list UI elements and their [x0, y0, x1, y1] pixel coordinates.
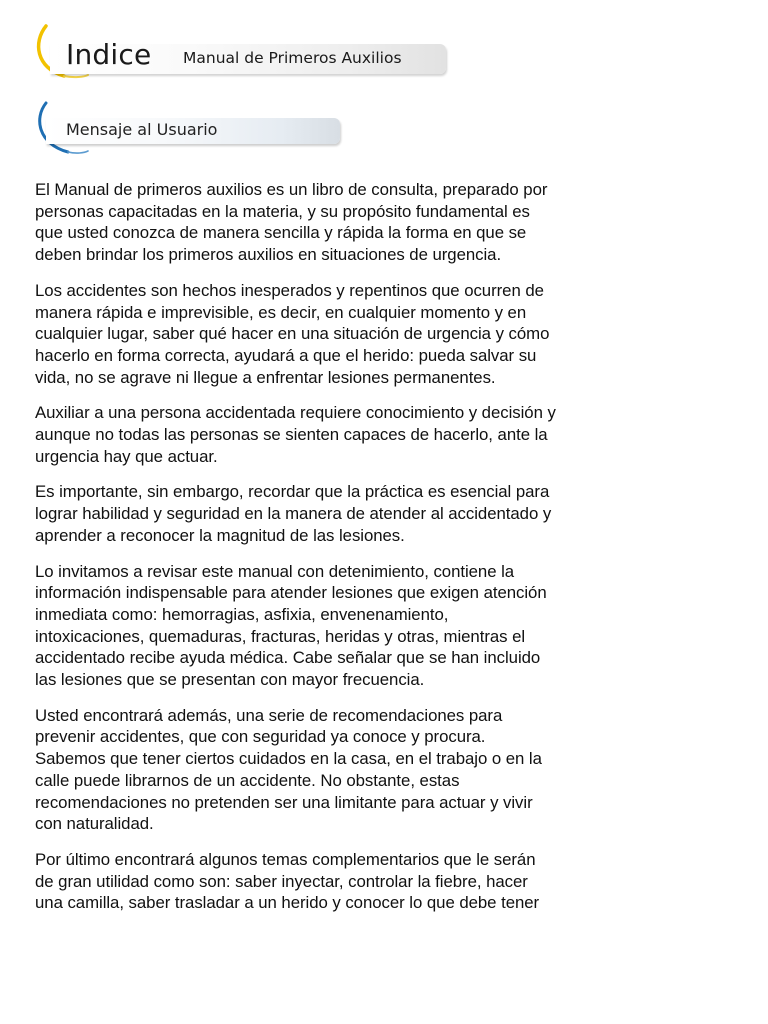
text-line: de gran utilidad como son: saber inyectar, controlar la fiebre, hacer	[35, 871, 528, 891]
text-line: Lo invitamos a revisar este manual con detenimiento, contiene la	[35, 561, 515, 581]
body-paragraph	[35, 179, 635, 266]
text-line: hacerlo en forma correcta, ayudará a que el herido: pueda salvar su	[35, 345, 537, 365]
body-paragraph	[35, 402, 635, 467]
text-line: intoxicaciones, quemaduras, fracturas, heridas y otras, mientras el	[35, 626, 526, 646]
manual-title: Manual de Primeros Auxilios	[183, 49, 402, 67]
text-line: manera rápida e imprevisible, es decir, en cualquier momento y en	[35, 302, 527, 322]
body-paragraph	[35, 849, 635, 914]
text-line: Por último encontrará algunos temas complementarios que le serán	[35, 849, 536, 869]
body-paragraph	[35, 481, 635, 546]
body-paragraph	[35, 561, 635, 691]
index-title: Indice	[66, 38, 152, 71]
body-paragraph	[35, 280, 635, 389]
text-line: cualquier lugar, saber qué hacer en una situación de urgencia y cómo	[35, 324, 550, 344]
text-line: El Manual de primeros auxilios es un libro de consulta, preparado por	[35, 180, 548, 199]
text-line: prevenir accidentes, que con seguridad ya conoce y procura.	[35, 727, 486, 747]
text-line: Es importante, sin embargo, recordar que la práctica es esencial para	[35, 482, 550, 502]
message-body	[35, 179, 635, 928]
text-line: con naturalidad.	[35, 814, 154, 834]
text-line: vida, no se agrave ni llegue a enfrentar lesiones permanentes.	[35, 367, 496, 387]
text-line: lograr habilidad y seguridad en la manera de atender al accidentado y	[35, 504, 552, 524]
text-line: Los accidentes son hechos inesperados y repentinos que ocurren de	[35, 280, 544, 300]
text-line: información indispensable para atender lesiones que exigen atención	[35, 583, 547, 603]
text-line: calle puede librarnos de un accidente. No obstante, estas	[35, 770, 460, 790]
text-line: Auxiliar a una persona accidentada requiere conocimiento y decisión y	[35, 403, 556, 423]
text-line: aprender a reconocer la magnitud de las lesiones.	[35, 525, 405, 545]
text-line: una camilla, saber trasladar a un herido y conocer lo que debe tener	[35, 893, 540, 913]
index-header	[30, 20, 450, 84]
text-line: Sabemos que tener ciertos cuidados en la casa, en el trabajo o en la	[35, 749, 542, 769]
text-line: inmediata como: hemorragias, asfixia, envenenamiento,	[35, 604, 449, 624]
text-line: Usted encontrará además, una serie de recomendaciones para	[35, 705, 503, 725]
text-line: accidentado recibe ayuda médica. Cabe señalar que se han incluido	[35, 648, 541, 668]
section-header	[34, 100, 344, 160]
text-line: las lesiones que se presentan con mayor frecuencia.	[35, 670, 425, 690]
text-line: aunque no todas las personas se sienten capaces de hacerlo, ante la	[35, 425, 548, 445]
section-title: Mensaje al Usuario	[66, 120, 218, 139]
text-line: que usted conozca de manera sencilla y rápida la forma en que se	[35, 223, 527, 243]
text-line: recomendaciones no pretenden ser una limitante para actuar y vivir	[35, 792, 533, 812]
text-line: personas capacitadas en la materia, y su propósito fundamental es	[35, 201, 530, 221]
text-line: urgencia hay que actuar.	[35, 446, 218, 466]
body-paragraph	[35, 705, 635, 835]
text-line: deben brindar los primeros auxilios en situaciones de urgencia.	[35, 245, 502, 265]
